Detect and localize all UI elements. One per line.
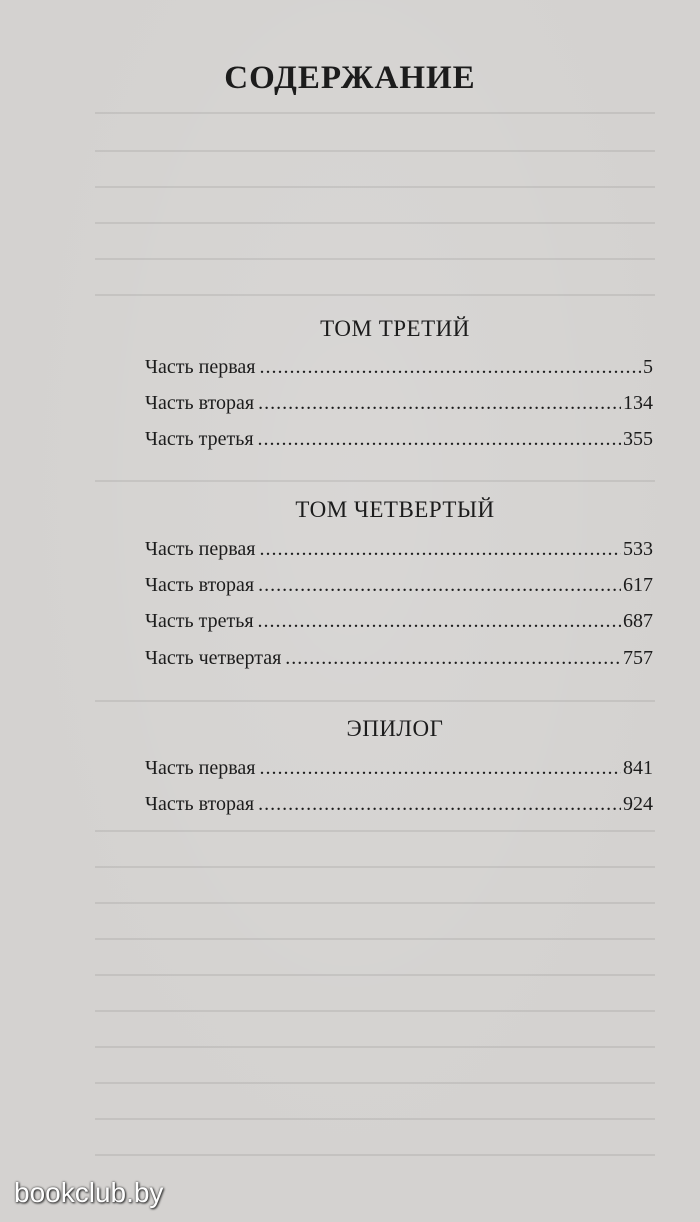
bleed-through-line [95, 902, 655, 904]
dot-leader [258, 606, 621, 636]
section-heading: ЭПИЛОГ [346, 716, 444, 741]
toc-entry [145, 534, 653, 564]
bleed-through-line [95, 222, 655, 224]
toc-entry [145, 570, 653, 600]
dot-leader [259, 534, 621, 564]
bleed-through-line [95, 186, 655, 188]
bleed-through-line [95, 480, 655, 482]
toc-entry-page: 533 [623, 538, 653, 560]
section-heading: ТОМ ТРЕТИЙ [320, 316, 470, 341]
dot-leader [259, 753, 621, 783]
toc-entry-label: Часть вторая [145, 793, 255, 815]
dot-leader [258, 388, 621, 418]
toc-entry-label: Часть третья [145, 428, 254, 450]
toc-entry [145, 424, 653, 454]
toc-entry-page: 134 [623, 392, 653, 414]
bleed-through-line [95, 150, 655, 152]
toc-entry-page: 687 [623, 610, 653, 632]
toc-entry [145, 388, 653, 418]
dot-leader [258, 789, 621, 819]
dot-leader [259, 352, 641, 382]
toc-entry [145, 643, 653, 673]
toc-entry-label: Часть четвертая [145, 647, 282, 669]
bleed-through-line [95, 830, 655, 832]
toc-entry-page: 757 [623, 647, 653, 669]
toc-entry-label: Часть третья [145, 610, 254, 632]
dot-leader [285, 643, 621, 673]
toc-entry-label: Часть вторая [145, 574, 255, 596]
bleed-through-line [95, 1082, 655, 1084]
toc-entry [145, 753, 653, 783]
toc-entry-label: Часть первая [145, 356, 256, 378]
bleed-through-line [95, 294, 655, 296]
toc-entry-label: Часть первая [145, 757, 256, 779]
watermark: bookclub.by [14, 1177, 164, 1208]
toc-entry-page: 924 [623, 793, 653, 815]
bleed-through-line [95, 974, 655, 976]
section-heading: ТОМ ЧЕТВЕРТЫЙ [295, 497, 495, 522]
toc-entry [145, 789, 653, 819]
bleed-through-line [95, 258, 655, 260]
page-title: СОДЕРЖАНИЕ [224, 60, 476, 96]
toc-entry-label: Часть первая [145, 538, 256, 560]
toc-entry [145, 352, 653, 382]
toc-entry-page: 841 [623, 757, 653, 779]
toc-entry-label: Часть вторая [145, 392, 255, 414]
toc-entry-page: 617 [623, 574, 653, 596]
bleed-through-line [95, 1010, 655, 1012]
bleed-through-line [95, 1046, 655, 1048]
dot-leader [258, 424, 621, 454]
toc-entry-page: 355 [623, 428, 653, 450]
bleed-through-line [95, 938, 655, 940]
bleed-through-line [95, 1154, 655, 1156]
bleed-through-line [95, 1118, 655, 1120]
bleed-through-line [95, 866, 655, 868]
bleed-through-line [95, 700, 655, 702]
toc-entry [145, 606, 653, 636]
toc-entry-page: 5 [643, 356, 653, 378]
bleed-through-line [95, 112, 655, 114]
dot-leader [258, 570, 621, 600]
